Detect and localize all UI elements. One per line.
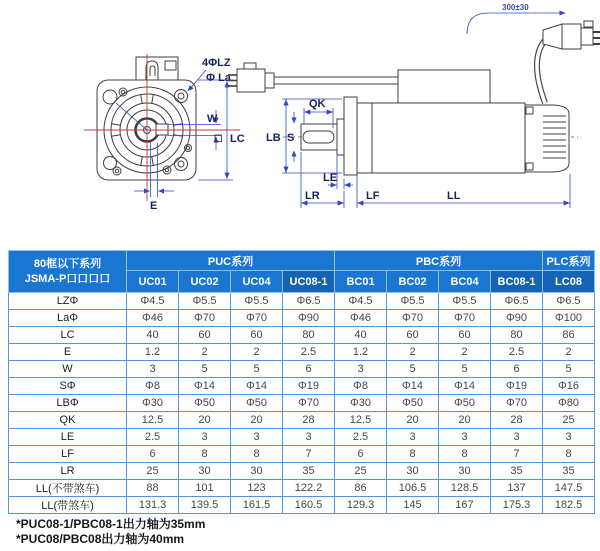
table-cell: 12.5 bbox=[127, 412, 179, 429]
row-label: LaΦ bbox=[9, 310, 127, 327]
table-cell: 3 bbox=[491, 429, 543, 446]
table-cell: Φ4.5 bbox=[127, 293, 179, 310]
cable-gland-icon bbox=[136, 57, 178, 80]
table-cell: 147.5 bbox=[543, 480, 595, 497]
table-cell: 5 bbox=[439, 361, 491, 378]
motor-dimension-diagram bbox=[0, 0, 600, 248]
table-cell: 161.5 bbox=[231, 497, 283, 514]
footnote-line1: *PUC08-1/PBC08-1出力轴为35mm bbox=[16, 517, 206, 531]
table-cell: 35 bbox=[283, 463, 335, 480]
table-cell: Φ70 bbox=[179, 310, 231, 327]
table-row bbox=[9, 327, 595, 344]
table-cell: 145 bbox=[387, 497, 439, 514]
table-cell: Φ90 bbox=[491, 310, 543, 327]
dim-label-cable-length: 300±30 bbox=[502, 3, 529, 12]
table-cell: Φ19 bbox=[491, 378, 543, 395]
table-cell: 3 bbox=[387, 429, 439, 446]
table-cell: Φ4.5 bbox=[335, 293, 387, 310]
table-cell: 60 bbox=[439, 327, 491, 344]
table-cell: 137 bbox=[491, 480, 543, 497]
table-cell: 25 bbox=[543, 412, 595, 429]
table-cell: 8 bbox=[543, 446, 595, 463]
table-cell: 6 bbox=[491, 361, 543, 378]
table-row bbox=[9, 310, 595, 327]
left-connector-icon bbox=[228, 63, 274, 92]
table-cell: Φ5.5 bbox=[231, 293, 283, 310]
table-cell: 3 bbox=[179, 429, 231, 446]
table-cell: 25 bbox=[127, 463, 179, 480]
series-header-plc: PLC系列 bbox=[543, 251, 595, 271]
row-label: LF bbox=[9, 446, 127, 463]
dim-label-phila: Φ La bbox=[206, 72, 231, 84]
table-cell: Φ50 bbox=[179, 395, 231, 412]
row-label: SΦ bbox=[9, 378, 127, 395]
model-header-lc08: LC08 bbox=[543, 271, 595, 293]
dim-label-qk: QK bbox=[309, 98, 326, 110]
table-cell: 182.5 bbox=[543, 497, 595, 514]
table-row bbox=[9, 378, 595, 395]
table-cell: 86 bbox=[543, 327, 595, 344]
table-cell: Φ6.5 bbox=[491, 293, 543, 310]
corner-line1: 80框以下系列 bbox=[33, 258, 102, 271]
table-cell: Φ5.5 bbox=[439, 293, 491, 310]
table-cell: Φ70 bbox=[283, 395, 335, 412]
motor-body bbox=[357, 103, 525, 173]
table-cell: 86 bbox=[335, 480, 387, 497]
table-cell: 175.3 bbox=[491, 497, 543, 514]
table-row bbox=[9, 395, 595, 412]
table-cell: 2.5 bbox=[491, 344, 543, 361]
table-cell: 20 bbox=[179, 412, 231, 429]
table-cell: 167 bbox=[439, 497, 491, 514]
series-header-row bbox=[9, 251, 595, 271]
row-label: E bbox=[9, 344, 127, 361]
table-cell: 28 bbox=[491, 412, 543, 429]
table-cell: 40 bbox=[335, 327, 387, 344]
encoder-cover bbox=[525, 105, 569, 172]
table-cell: 40 bbox=[127, 327, 179, 344]
model-header-uc04: UC04 bbox=[231, 271, 283, 293]
table-cell: 30 bbox=[387, 463, 439, 480]
table-cell: 5 bbox=[543, 361, 595, 378]
table-cell: 12.5 bbox=[335, 412, 387, 429]
table-cell: 131.3 bbox=[127, 497, 179, 514]
table-cell: 2 bbox=[439, 344, 491, 361]
dim-label-4philz: 4ΦLZ bbox=[202, 57, 231, 69]
table-cell: 20 bbox=[231, 412, 283, 429]
table-cell: 35 bbox=[543, 463, 595, 480]
table-cell: 20 bbox=[387, 412, 439, 429]
table-cell: 3 bbox=[335, 361, 387, 378]
table-cell: 1.2 bbox=[127, 344, 179, 361]
table-cell: Φ30 bbox=[335, 395, 387, 412]
table-cell: 60 bbox=[231, 327, 283, 344]
table-cell: Φ8 bbox=[335, 378, 387, 395]
table-cell: 2.5 bbox=[127, 429, 179, 446]
table-cell: 60 bbox=[179, 327, 231, 344]
table-cell: Φ50 bbox=[439, 395, 491, 412]
table-cell: Φ46 bbox=[127, 310, 179, 327]
table-cell: 28 bbox=[283, 412, 335, 429]
table-cell: 123 bbox=[231, 480, 283, 497]
table-cell: 2 bbox=[543, 344, 595, 361]
table-cell: 6 bbox=[127, 446, 179, 463]
table-row bbox=[9, 293, 595, 310]
table-cell: 3 bbox=[231, 429, 283, 446]
row-label: LE bbox=[9, 429, 127, 446]
right-connector-icon bbox=[543, 21, 600, 49]
table-row bbox=[9, 480, 595, 497]
table-cell: 3 bbox=[543, 429, 595, 446]
table-cell: Φ8 bbox=[127, 378, 179, 395]
model-header-uc02: UC02 bbox=[179, 271, 231, 293]
table-cell: 6 bbox=[283, 361, 335, 378]
table-cell: Φ16 bbox=[543, 378, 595, 395]
terminal-box bbox=[398, 70, 490, 103]
side-view bbox=[228, 21, 600, 175]
dim-label-e: E bbox=[150, 200, 158, 212]
table-cell: 2.5 bbox=[283, 344, 335, 361]
table-cell: Φ30 bbox=[127, 395, 179, 412]
spec-table bbox=[8, 250, 595, 514]
dim-label-ll: LL bbox=[447, 190, 461, 202]
table-row bbox=[9, 497, 595, 514]
table-cell: Φ5.5 bbox=[387, 293, 439, 310]
table-row bbox=[9, 412, 595, 429]
table-cell: Φ50 bbox=[387, 395, 439, 412]
table-cell: Φ100 bbox=[543, 310, 595, 327]
table-cell: 5 bbox=[387, 361, 439, 378]
series-header-puc: PUC系列 bbox=[127, 251, 335, 271]
keyway-icon bbox=[156, 124, 168, 135]
model-header-uc01: UC01 bbox=[127, 271, 179, 293]
dim-label-lr: LR bbox=[305, 190, 320, 202]
table-cell: Φ70 bbox=[439, 310, 491, 327]
row-label: W bbox=[9, 361, 127, 378]
table-cell: 2 bbox=[387, 344, 439, 361]
table-cell: 20 bbox=[439, 412, 491, 429]
table-cell: 25 bbox=[335, 463, 387, 480]
table-cell: 5 bbox=[231, 361, 283, 378]
table-cell: 88 bbox=[127, 480, 179, 497]
table-cell: 6 bbox=[335, 446, 387, 463]
row-label: LBΦ bbox=[9, 395, 127, 412]
table-cell: Φ70 bbox=[231, 310, 283, 327]
footnote-line2: *PUC08/PBC08出力轴为40mm bbox=[16, 532, 185, 546]
row-label: LL(带煞车) bbox=[9, 497, 127, 514]
table-cell: 128.5 bbox=[439, 480, 491, 497]
table-cell: Φ70 bbox=[387, 310, 439, 327]
corner-line2: JSMA-P口口口口 bbox=[24, 272, 111, 285]
dim-label-le: LE bbox=[323, 172, 338, 184]
model-header-uc08-1: UC08-1 bbox=[283, 271, 335, 293]
model-header-bc08-1: BC08-1 bbox=[491, 271, 543, 293]
table-cell: Φ6.5 bbox=[283, 293, 335, 310]
model-header-bc04: BC04 bbox=[439, 271, 491, 293]
row-label: LR bbox=[9, 463, 127, 480]
model-header-bc02: BC02 bbox=[387, 271, 439, 293]
table-cell: Φ50 bbox=[231, 395, 283, 412]
table-cell: 8 bbox=[231, 446, 283, 463]
table-cell: 5 bbox=[179, 361, 231, 378]
dim-label-lb: LB bbox=[266, 132, 281, 144]
row-label: LL(不带煞车) bbox=[9, 480, 127, 497]
table-cell: 3 bbox=[283, 429, 335, 446]
table-cell: 8 bbox=[179, 446, 231, 463]
dim-label-lc: LC bbox=[230, 133, 245, 145]
table-cell: Φ19 bbox=[283, 378, 335, 395]
table-cell: 35 bbox=[491, 463, 543, 480]
table-cell: 3 bbox=[127, 361, 179, 378]
dim-label-lf: LF bbox=[366, 190, 380, 202]
table-row bbox=[9, 446, 595, 463]
table-cell: 60 bbox=[387, 327, 439, 344]
table-row bbox=[9, 429, 595, 446]
table-cell: Φ80 bbox=[543, 395, 595, 412]
table-cell: 30 bbox=[179, 463, 231, 480]
table-cell: 7 bbox=[491, 446, 543, 463]
flange-plate bbox=[344, 97, 357, 175]
table-cell: 30 bbox=[231, 463, 283, 480]
table-cell: 139.5 bbox=[179, 497, 231, 514]
corner-header bbox=[9, 251, 127, 293]
dim-label-w: W bbox=[207, 113, 218, 125]
table-cell: 8 bbox=[439, 446, 491, 463]
row-label: QK bbox=[9, 412, 127, 429]
table-cell: 8 bbox=[387, 446, 439, 463]
front-view bbox=[97, 57, 196, 180]
table-cell: 2.5 bbox=[335, 429, 387, 446]
table-row bbox=[9, 463, 595, 480]
table-cell: 2 bbox=[231, 344, 283, 361]
footnotes bbox=[16, 517, 205, 547]
table-cell: 101 bbox=[179, 480, 231, 497]
table-cell: Φ14 bbox=[387, 378, 439, 395]
table-cell: Φ6.5 bbox=[543, 293, 595, 310]
table-cell: 129.3 bbox=[335, 497, 387, 514]
table-cell: 122.2 bbox=[283, 480, 335, 497]
table-cell: 160.5 bbox=[283, 497, 335, 514]
table-cell: 2 bbox=[179, 344, 231, 361]
table-cell: 80 bbox=[283, 327, 335, 344]
table-cell: 7 bbox=[283, 446, 335, 463]
table-row bbox=[9, 361, 595, 378]
table-cell: 80 bbox=[491, 327, 543, 344]
table-cell: Φ14 bbox=[439, 378, 491, 395]
table-cell: Φ14 bbox=[179, 378, 231, 395]
series-header-pbc: PBC系列 bbox=[335, 251, 543, 271]
table-cell: 106.5 bbox=[387, 480, 439, 497]
row-label: LZΦ bbox=[9, 293, 127, 310]
dim-label-s: S bbox=[287, 132, 295, 144]
table-cell: Φ70 bbox=[491, 395, 543, 412]
table-cell: Φ14 bbox=[231, 378, 283, 395]
table-cell: Φ90 bbox=[283, 310, 335, 327]
table-cell: Φ5.5 bbox=[179, 293, 231, 310]
table-row bbox=[9, 344, 595, 361]
model-header-bc01: BC01 bbox=[335, 271, 387, 293]
table-cell: 1.2 bbox=[335, 344, 387, 361]
shaft-keyslot bbox=[303, 131, 334, 143]
row-label: LC bbox=[9, 327, 127, 344]
table-cell: 3 bbox=[439, 429, 491, 446]
table-cell: Φ46 bbox=[335, 310, 387, 327]
table-cell: 30 bbox=[439, 463, 491, 480]
